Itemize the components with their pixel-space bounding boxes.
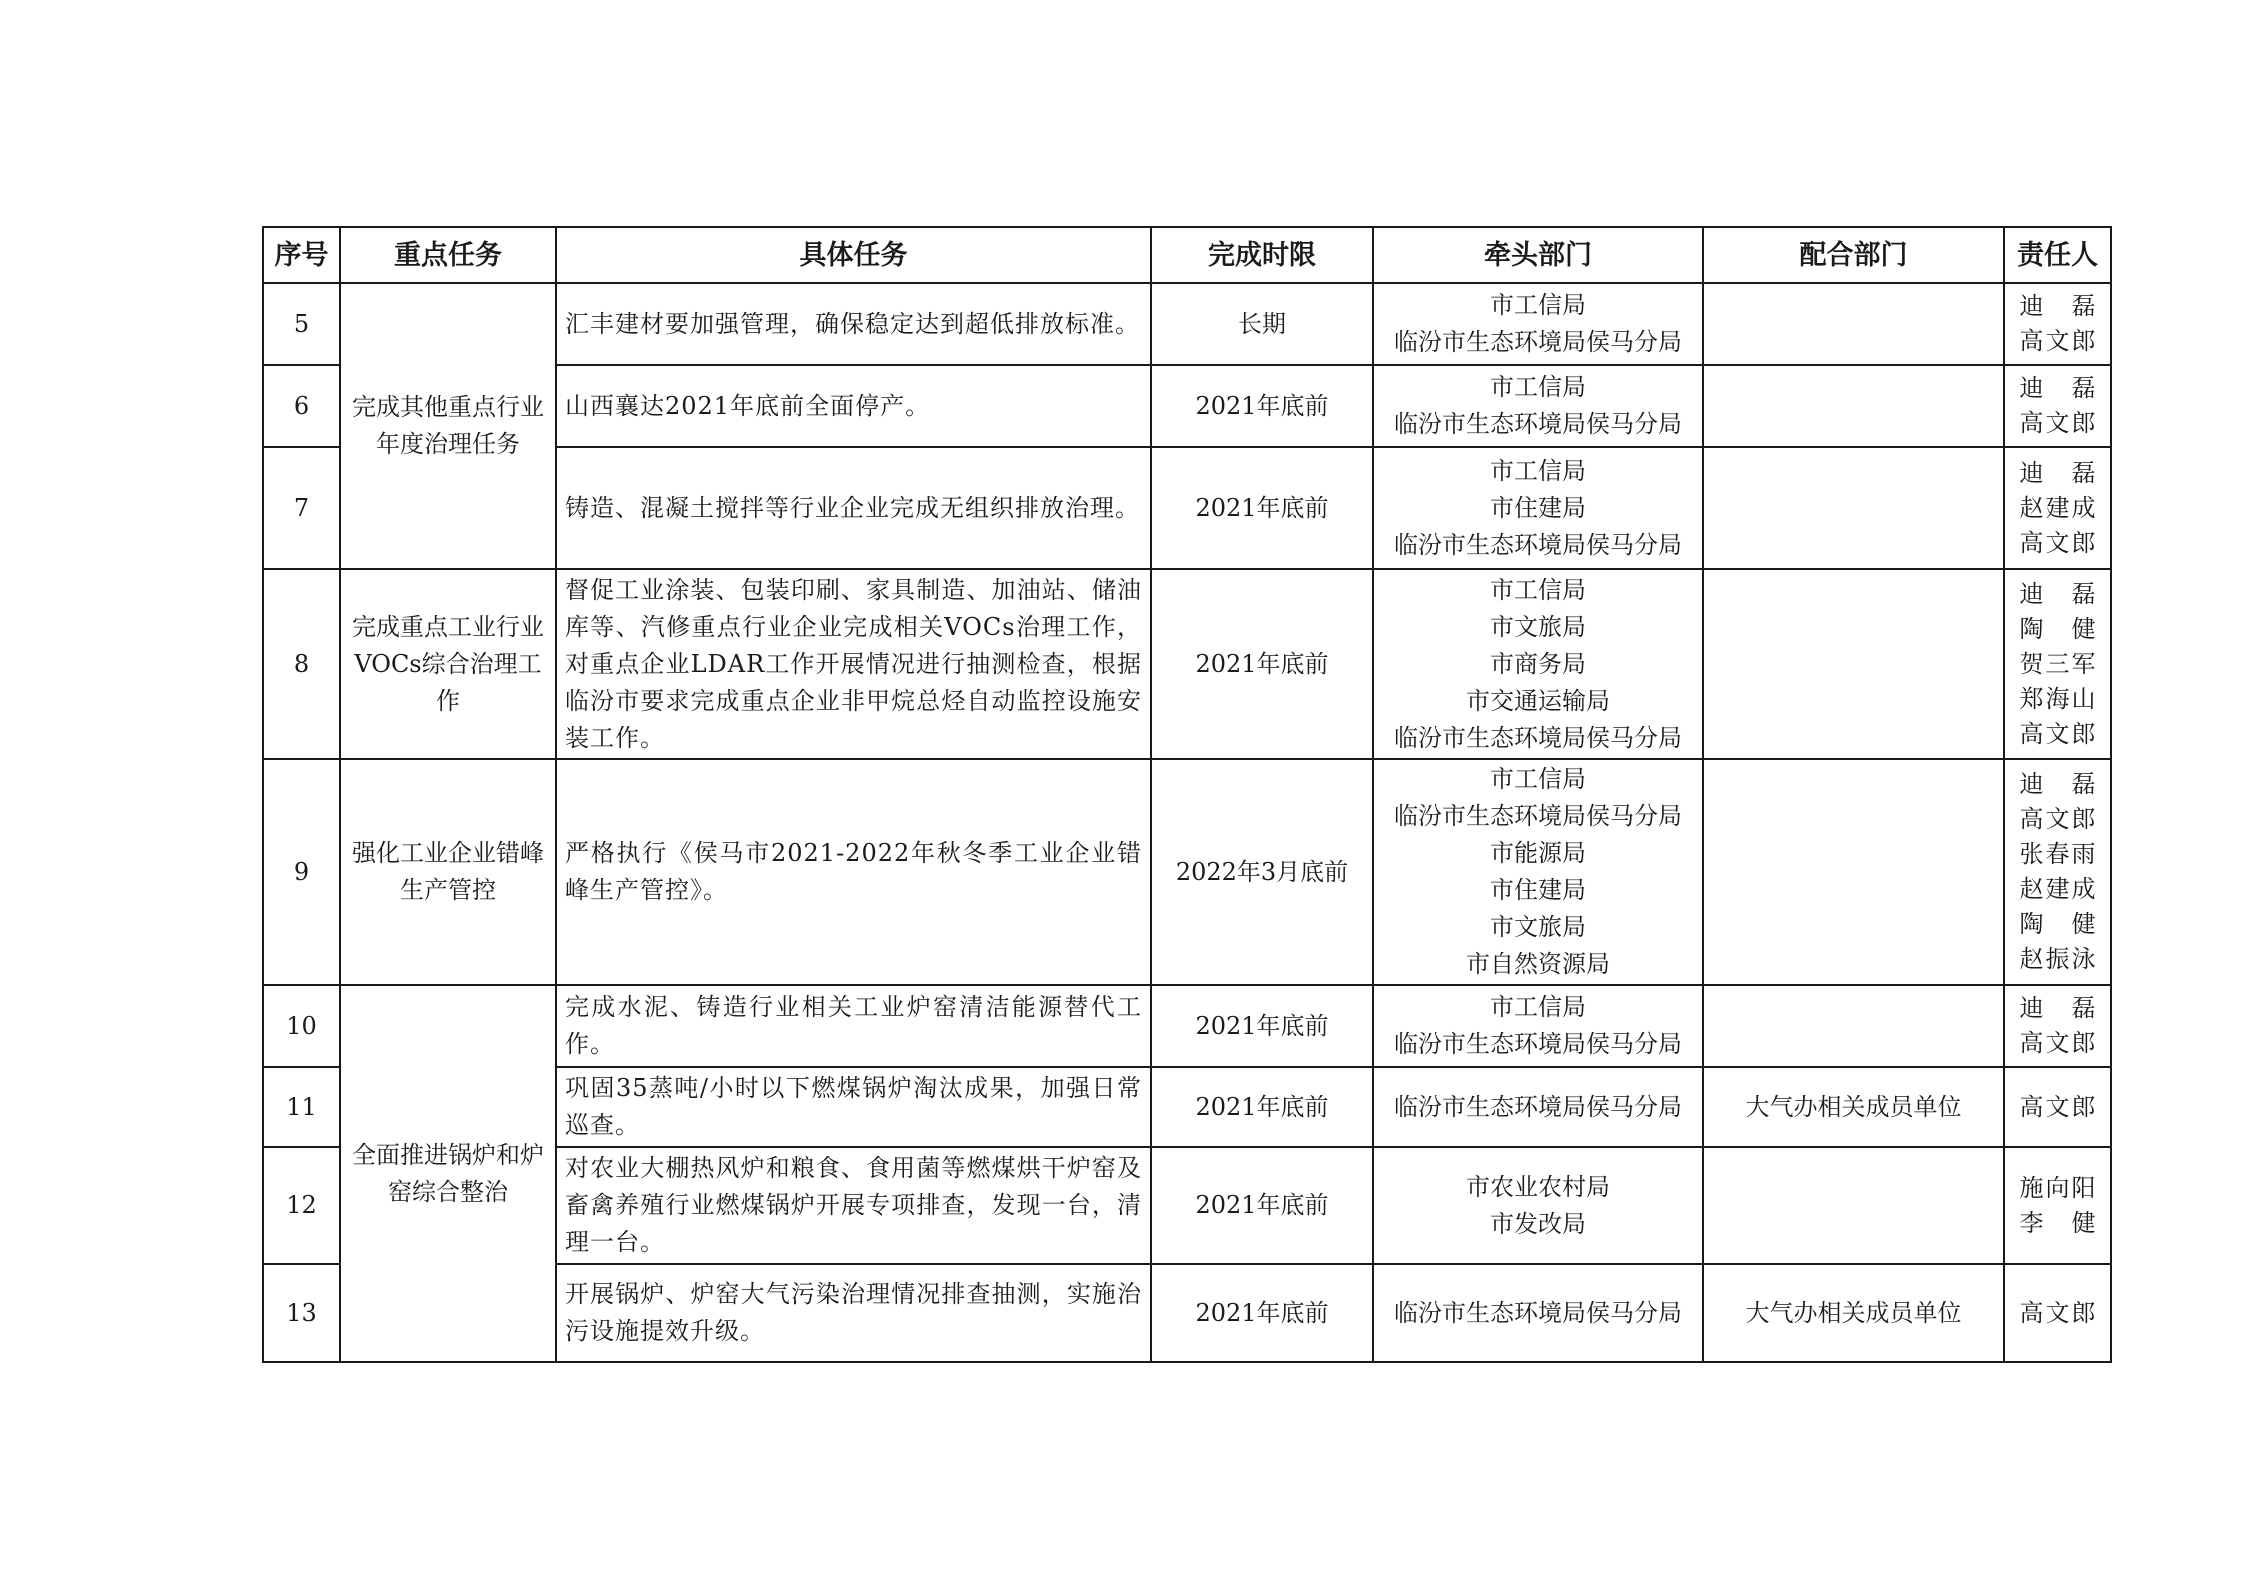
person-name: 施向阳 [2019, 1173, 2096, 1202]
header-key-task: 重点任务 [340, 227, 556, 283]
person-name: 张春雨 [2019, 840, 2096, 868]
row-no: 11 [263, 1067, 340, 1147]
lead-dept [1373, 1264, 1703, 1362]
deadline: 2021年底前 [1151, 1147, 1373, 1264]
assist-dept [1703, 365, 2004, 447]
row-no: 13 [263, 1264, 340, 1362]
lead-dept-item: 市能源局 [1490, 839, 1586, 867]
person-name: 迪 磊 [2019, 374, 2096, 402]
lead-dept-item: 临汾市生态环境局侯马分局 [1394, 530, 1682, 559]
responsible-persons [2004, 1264, 2111, 1362]
responsible-persons [2004, 283, 2111, 365]
lead-dept-item: 市工信局 [1490, 765, 1586, 793]
person-name: 高文郎 [2019, 528, 2096, 557]
lead-dept [1373, 1147, 1703, 1264]
deadline: 2021年底前 [1151, 1264, 1373, 1362]
header-specific-task: 具体任务 [556, 227, 1151, 283]
assist-dept [1703, 985, 2004, 1067]
lead-dept [1373, 569, 1703, 759]
person-name: 迪 磊 [2019, 994, 2096, 1022]
responsible-persons [2004, 365, 2111, 447]
table-row [263, 985, 2111, 1067]
person-name: 陶 健 [2019, 910, 2096, 938]
deadline: 2022年3月底前 [1151, 759, 1373, 985]
specific-task: 山西襄达2021年底前全面停产。 [556, 365, 1151, 447]
deadline: 2021年底前 [1151, 365, 1373, 447]
assist-dept [1703, 569, 2004, 759]
assist-dept [1703, 759, 2004, 985]
responsible-persons [2004, 759, 2111, 985]
key-task-group: 强化工业企业错峰生产管控 [340, 759, 556, 985]
person-name: 高文郎 [2019, 1092, 2096, 1121]
row-no: 6 [263, 365, 340, 447]
header-lead-dept: 牵头部门 [1373, 227, 1703, 283]
person-name: 赵建成 [2019, 875, 2096, 903]
person-name: 高文郎 [2019, 1029, 2096, 1057]
lead-dept-item: 市交通运输局 [1466, 686, 1610, 715]
row-no: 12 [263, 1147, 340, 1264]
specific-task: 对农业大棚热风炉和粮食、食用菌等燃煤烘干炉窑及畜禽养殖行业燃煤锅炉开展专项排查，发现一台，清理一台。 [556, 1147, 1151, 1264]
header-row [263, 227, 2111, 283]
lead-dept [1373, 447, 1703, 569]
lead-dept-item: 市工信局 [1490, 993, 1586, 1021]
lead-dept-item: 市商务局 [1490, 649, 1586, 678]
responsible-persons [2004, 1147, 2111, 1264]
task-table [262, 226, 2112, 1363]
deadline: 长期 [1151, 283, 1373, 365]
responsible-persons [2004, 569, 2111, 759]
lead-dept [1373, 283, 1703, 365]
row-no: 10 [263, 985, 340, 1067]
person-name: 高文郎 [2019, 1298, 2096, 1327]
assist-dept [1703, 283, 2004, 365]
table-row [263, 569, 2111, 759]
lead-dept-item: 临汾市生态环境局侯马分局 [1394, 328, 1682, 356]
person-name: 赵振泳 [2019, 945, 2096, 973]
person-name: 李 健 [2019, 1208, 2096, 1237]
lead-dept-item: 临汾市生态环境局侯马分局 [1394, 1092, 1682, 1121]
row-no: 7 [263, 447, 340, 569]
lead-dept-item: 临汾市生态环境局侯马分局 [1394, 410, 1682, 438]
responsible-persons [2004, 985, 2111, 1067]
specific-task: 铸造、混凝土搅拌等行业企业完成无组织排放治理。 [556, 447, 1151, 569]
lead-dept-item: 临汾市生态环境局侯马分局 [1394, 1030, 1682, 1058]
lead-dept-item: 市文旅局 [1490, 913, 1586, 941]
deadline: 2021年底前 [1151, 569, 1373, 759]
lead-dept-item: 市工信局 [1490, 575, 1586, 604]
assist-dept [1703, 447, 2004, 569]
row-no: 9 [263, 759, 340, 985]
lead-dept-item: 市文旅局 [1490, 612, 1586, 641]
specific-task: 完成水泥、铸造行业相关工业炉窑清洁能源替代工作。 [556, 985, 1151, 1067]
lead-dept-item: 临汾市生态环境局侯马分局 [1394, 802, 1682, 830]
specific-task: 汇丰建材要加强管理，确保稳定达到超低排放标准。 [556, 283, 1151, 365]
lead-dept-item: 市住建局 [1490, 876, 1586, 904]
lead-dept-item: 市工信局 [1490, 373, 1586, 401]
lead-dept-item: 市住建局 [1490, 493, 1586, 522]
person-name: 高文郎 [2019, 327, 2096, 355]
person-name: 郑海山 [2019, 684, 2096, 713]
person-name: 贺三军 [2019, 649, 2096, 678]
specific-task: 严格执行《侯马市2021-2022年秋冬季工业企业错峰生产管控》。 [556, 759, 1151, 985]
lead-dept-item: 市发改局 [1490, 1209, 1586, 1238]
person-name: 高文郎 [2019, 719, 2096, 748]
key-task-group: 全面推进锅炉和炉窑综合整治 [340, 985, 556, 1362]
key-task-group: 完成重点工业行业VOCs综合治理工作 [340, 569, 556, 759]
specific-task: 督促工业涂装、包装印刷、家具制造、加油站、储油库等、汽修重点行业企业完成相关VOCs治理工作，对重点企业LDAR工作开展情况进行抽测检查，根据临汾市要求完成重点企业非甲烷总烃自动监控设施安装工作。 [556, 569, 1151, 759]
header-person: 责任人 [2004, 227, 2111, 283]
lead-dept [1373, 759, 1703, 985]
table-row [263, 283, 2111, 365]
lead-dept [1373, 985, 1703, 1067]
lead-dept-item: 临汾市生态环境局侯马分局 [1394, 1298, 1682, 1327]
person-name: 迪 磊 [2019, 458, 2096, 487]
deadline: 2021年底前 [1151, 1067, 1373, 1147]
header-assist-dept: 配合部门 [1703, 227, 2004, 283]
person-name: 陶 健 [2019, 614, 2096, 643]
lead-dept-item: 市自然资源局 [1466, 950, 1610, 978]
header-no: 序号 [263, 227, 340, 283]
lead-dept [1373, 1067, 1703, 1147]
person-name: 迪 磊 [2019, 770, 2096, 798]
responsible-persons [2004, 447, 2111, 569]
responsible-persons [2004, 1067, 2111, 1147]
specific-task: 巩固35蒸吨/小时以下燃煤锅炉淘汰成果，加强日常巡查。 [556, 1067, 1151, 1147]
header-deadline: 完成时限 [1151, 227, 1373, 283]
lead-dept-item: 市工信局 [1490, 291, 1586, 319]
row-no: 5 [263, 283, 340, 365]
person-name: 迪 磊 [2019, 579, 2096, 608]
person-name: 高文郎 [2019, 409, 2096, 437]
deadline: 2021年底前 [1151, 447, 1373, 569]
lead-dept-item: 市农业农村局 [1466, 1172, 1610, 1201]
row-no: 8 [263, 569, 340, 759]
lead-dept [1373, 365, 1703, 447]
person-name: 迪 磊 [2019, 292, 2096, 320]
assist-dept [1703, 1147, 2004, 1264]
assist-dept: 大气办相关成员单位 [1703, 1067, 2004, 1147]
assist-dept: 大气办相关成员单位 [1703, 1264, 2004, 1362]
table-row [263, 759, 2111, 985]
person-name: 高文郎 [2019, 805, 2096, 833]
lead-dept-item: 临汾市生态环境局侯马分局 [1394, 723, 1682, 752]
lead-dept-item: 市工信局 [1490, 456, 1586, 485]
key-task-group: 完成其他重点行业年度治理任务 [340, 283, 556, 569]
deadline: 2021年底前 [1151, 985, 1373, 1067]
specific-task: 开展锅炉、炉窑大气污染治理情况排查抽测，实施治污设施提效升级。 [556, 1264, 1151, 1362]
person-name: 赵建成 [2019, 493, 2096, 522]
